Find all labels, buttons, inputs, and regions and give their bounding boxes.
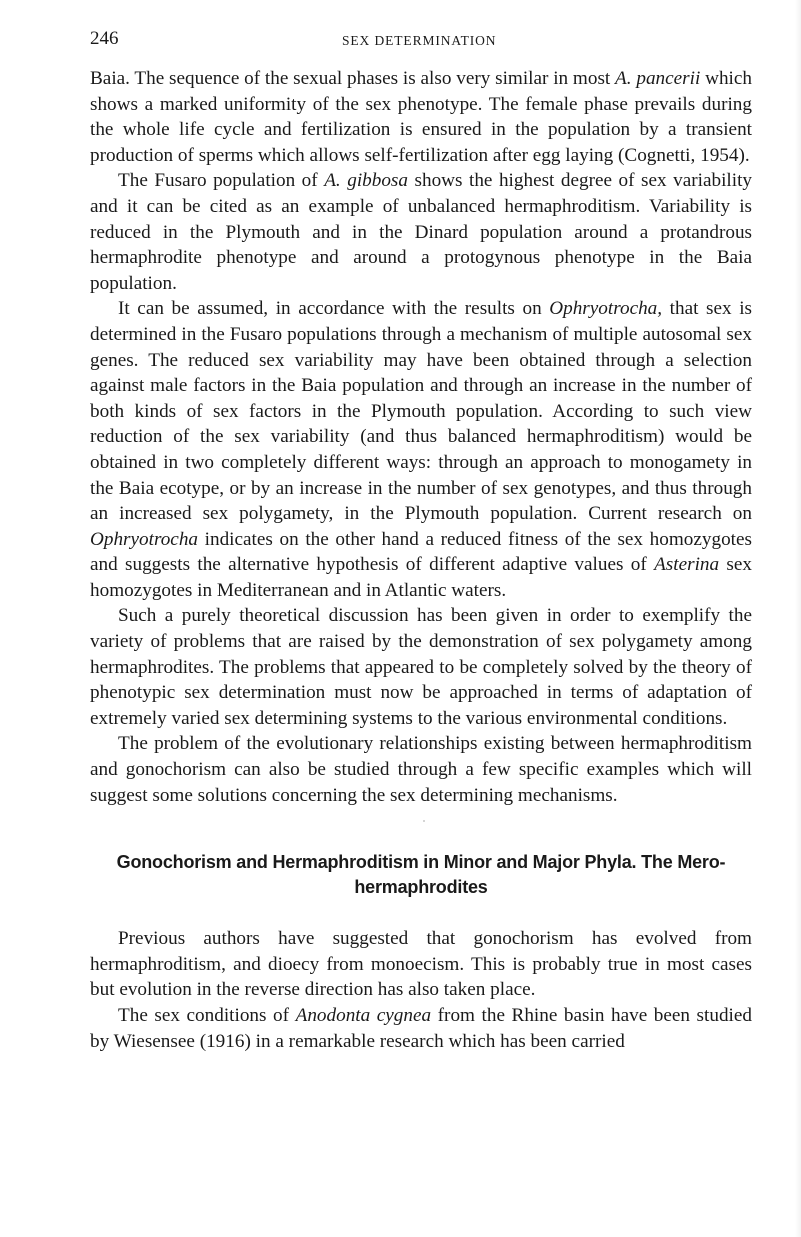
text-run: which shows a marked uniformity of the sex phenotype. The female phase prevails during the whole life cycle and fertilization is ensured in the population by a transient production of sperms which allows self-fertilization after egg laying (Cognetti, 1954). bbox=[90, 68, 753, 166]
species-name: A. gibbosa bbox=[324, 170, 408, 192]
running-head: SEX DETERMINATION bbox=[342, 33, 497, 48]
heading-line-1: Gonochorism and Hermaphroditism in Minor and Major Phyla. The Mero- bbox=[116, 852, 726, 873]
text-run: It can be assumed, in accordance with the results on bbox=[118, 298, 550, 320]
genus-name: Ophryotrocha, bbox=[549, 298, 663, 320]
paragraph-anodonta bbox=[90, 1003, 752, 1054]
paragraph-sex-genes bbox=[90, 296, 752, 603]
genus-name: Asterina bbox=[654, 554, 720, 576]
page-edge-shadow bbox=[795, 0, 801, 1237]
paragraph-theoretical-discussion bbox=[90, 603, 752, 731]
scan-speck bbox=[423, 820, 425, 822]
species-name: Anodonta cygnea bbox=[295, 1005, 432, 1026]
text-run: The sex conditions of bbox=[118, 1005, 296, 1026]
text-run: Such a purely theoretical discussion has been given in order to exemplify the variety of problems that are raised by the demonstration of sex polygamety among hermaphrodites. The problems that appeared to be completely solved by the theory of phenotypic sex determination must now be approached in terms of adaptation of extremely varied sex determining systems to the various environmental conditions. bbox=[90, 605, 752, 729]
section-heading bbox=[90, 850, 752, 900]
page-number: 246 bbox=[90, 28, 119, 49]
page-header bbox=[90, 28, 752, 58]
paragraph-evolutionary-relationships bbox=[90, 731, 752, 808]
body-text bbox=[90, 66, 752, 1054]
text-run: The problem of the evolutionary relationships existing between hermaphroditism and gonochorism can also be studied through a few specific examples which will suggest some solutions concerning the sex determining mechanisms. bbox=[90, 733, 752, 806]
paragraph-previous-authors bbox=[90, 926, 752, 1003]
paragraph-baia-continuation bbox=[90, 66, 752, 168]
heading-line-2: hermaphrodites bbox=[354, 877, 488, 898]
text-run: indicates on the other hand a reduced fitness of the sex homozygotes and suggests the alternative hypothesis of different adaptive values of bbox=[90, 528, 752, 576]
text-run: The Fusaro population of bbox=[118, 170, 325, 192]
text-run: that sex is determined in the Fusaro populations through a mechanism of multiple autosomal sex genes. The reduced sex variability may have been obtained through a selection against male factors in the Baia population and through an increase in the number of both kinds of sex factors in the Plymouth population. According to such view reduction of the sex variability (and thus balanced hermaphroditism) would be obtained in two completely different ways: through an approach to monogamety in the Baia ecotype, or by an increase in the number of sex genotypes, and thus through an increased sex polygamety, in the Plymouth population. Current research on bbox=[90, 298, 752, 525]
genus-name: Ophryotrocha bbox=[90, 528, 199, 550]
species-name: A. pancerii bbox=[615, 68, 701, 89]
text-run: from the Rhine basin have been studied by Wiesensee (1916) in a remarkable research which has been carried bbox=[90, 1005, 752, 1052]
text-run: sex homozygotes in Mediterranean and in Atlantic waters. bbox=[90, 554, 753, 601]
text-run: shows the highest degree of sex variability and it can be cited as an example of unbalanced hermaphroditism. Variability is reduced in the Plymouth and in the Dinard population around a protandrous hermaphrodite phenotype and around a protogynous phenotype in the Baia population. bbox=[90, 170, 752, 294]
text-run: Baia. The sequence of the sexual phases is also very similar in most bbox=[90, 68, 616, 89]
text-run: Previous authors have suggested that gonochorism has evolved from hermaphroditism, and dioecy from monoecism. This is probably true in most cases but evolution in the reverse direction has also taken place. bbox=[90, 928, 752, 1001]
paragraph-fusaro-population bbox=[90, 168, 752, 296]
